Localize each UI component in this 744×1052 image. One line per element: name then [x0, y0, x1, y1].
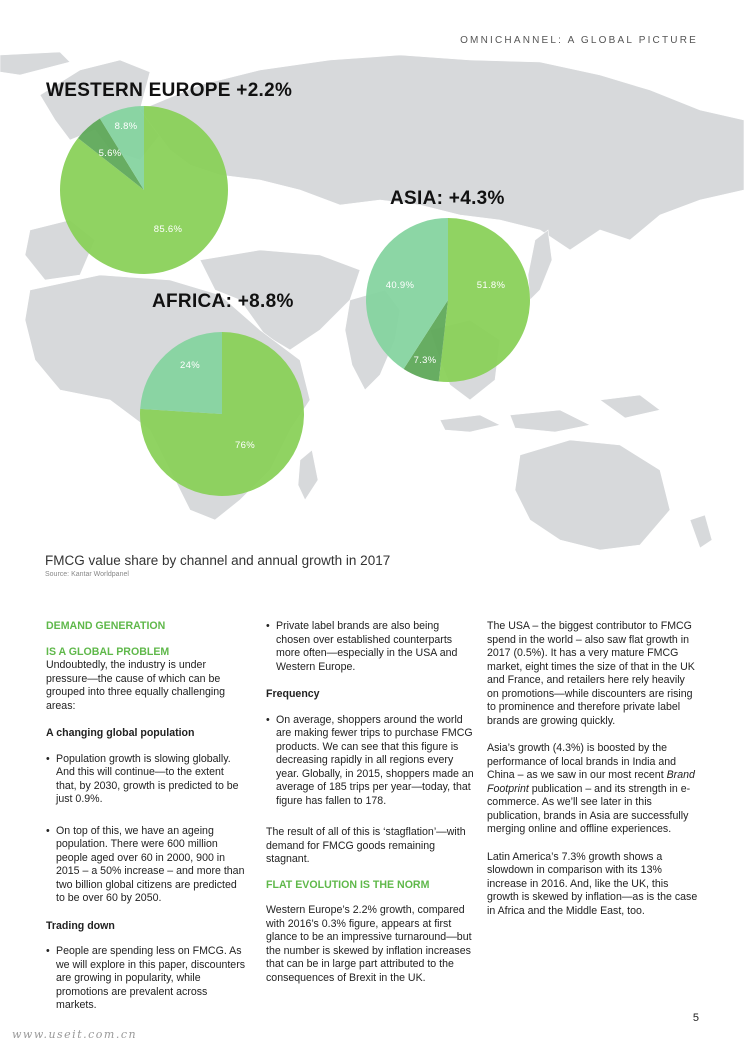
- paragraph-usa: The USA – the biggest contributor to FMCG spend in the world – also saw flat growth in 2017 (0.5%). It has a very mature FMCG market, eight times the size of that in the UK and France, and retailers here rely heavily on promotions—while discounters are rising to prominence and therefore private label brands are growing quickly.: [487, 620, 695, 727]
- africa-title: AFRICA: +8.8%: [152, 291, 294, 312]
- paragraph-asia: [487, 742, 699, 837]
- asia-pie: [366, 218, 530, 382]
- slice-label: 8.8%: [114, 121, 138, 132]
- intro-paragraph: Undoubtedly, the industry is under pressure—the cause of which can be grouped into three equally challenging areas:: [46, 659, 226, 712]
- heading-demand-generation-line2: IS A GLOBAL PROBLEM: [46, 645, 170, 658]
- bullet-spending-less: • People are spending less on FMCG. As we will explore in this paper, discounters are growing in popularity, while promotions are prevalent across markets.: [46, 945, 246, 1013]
- watermark: www.useit.com.cn: [12, 1028, 138, 1041]
- bullet-fewer-trips: • On average, shoppers around the world are making fewer trips to purchase FMCG products. We can see that this figure is decreasing rapidly in all regions every year. Globally, in 2015, shoppers made an average of 185 trips per year—today, that figure has fallen to 178.: [266, 714, 474, 809]
- slice-label: 85.6%: [153, 224, 183, 235]
- slice-label: 51.8%: [476, 280, 506, 291]
- asia-title: ASIA: +4.3%: [390, 188, 505, 209]
- slice-label: 7.3%: [413, 355, 437, 366]
- asia-text-end: publication – and its strength in e-commerce. As we’ll see later in this publication, brands in Asia are successfully merging online and offline experiences.: [487, 782, 691, 835]
- bullet-private-label: • Private label brands are also being chosen over established counterparts more often—especially in the USA and Western Europe.: [266, 620, 474, 674]
- slice-label: 5.6%: [98, 148, 122, 159]
- slice-label: 40.9%: [385, 280, 415, 291]
- figure-caption: FMCG value share by channel and annual growth in 2017: [45, 553, 391, 568]
- slice-label: 76%: [235, 440, 255, 451]
- western-europe-title: WESTERN EUROPE +2.2%: [46, 80, 293, 101]
- text-column-3: [487, 620, 699, 930]
- paragraph-stagflation: The result of all of this is ‘stagflation’—with demand for FMCG goods remaining stagnant.: [266, 826, 466, 865]
- page-number: 5: [692, 1012, 699, 1024]
- subheading-frequency: Frequency: [266, 688, 320, 700]
- subheading-changing-population: A changing global population: [46, 727, 195, 739]
- paragraph-latin-america: Latin America’s 7.3% growth shows a slowdown in comparison with its 13% increase in 2016. And, like the UK, this growth is skewed by inflation—as is the case in Africa and the Middle East, too.: [487, 850, 698, 917]
- asia-text-start: Asia’s growth (4.3%) is boosted by the performance of local brands in India and China – as we saw in our most recent: [487, 742, 677, 781]
- brand-footprint-title: Brand Footprint: [487, 769, 695, 795]
- africa-pie: [140, 332, 304, 496]
- subheading-trading-down: Trading down: [46, 919, 115, 932]
- bullet-population-growth: • Population growth is slowing globally. And this will continue—to the extent that, by 2030, growth is predicted to be just 0.9%.: [46, 753, 246, 807]
- slice-label: 24%: [180, 360, 200, 371]
- pie-slice: [439, 218, 530, 382]
- western-europe-pie: [60, 106, 228, 274]
- text-column-1: [46, 620, 246, 1025]
- pie-slice: [140, 332, 222, 414]
- heading-flat-evolution: FLAT EVOLUTION IS THE NORM: [266, 878, 430, 891]
- figure-source: Source: Kantar Worldpanel: [45, 571, 129, 578]
- paragraph-western-europe: Western Europe’s 2.2% growth, compared with 2016’s 0.3% figure, appears at first glance to be an impressive turnaround—but the number is skewed by inflation increases that can be in large part attributed to the consequences of Brexit in the UK.: [266, 904, 472, 984]
- section-label: OMNICHANNEL: A GLOBAL PICTURE: [460, 35, 698, 46]
- text-column-2: [266, 620, 474, 997]
- heading-demand-generation-line1: DEMAND GENERATION: [46, 620, 166, 632]
- bullet-ageing-population: • On top of this, we have an ageing population. There were 600 million people aged over 60 in 2000, 900 in 2015 – a 50% increase – and more than two billion global citizens are predicted to be over 60 by 2050.: [46, 825, 246, 906]
